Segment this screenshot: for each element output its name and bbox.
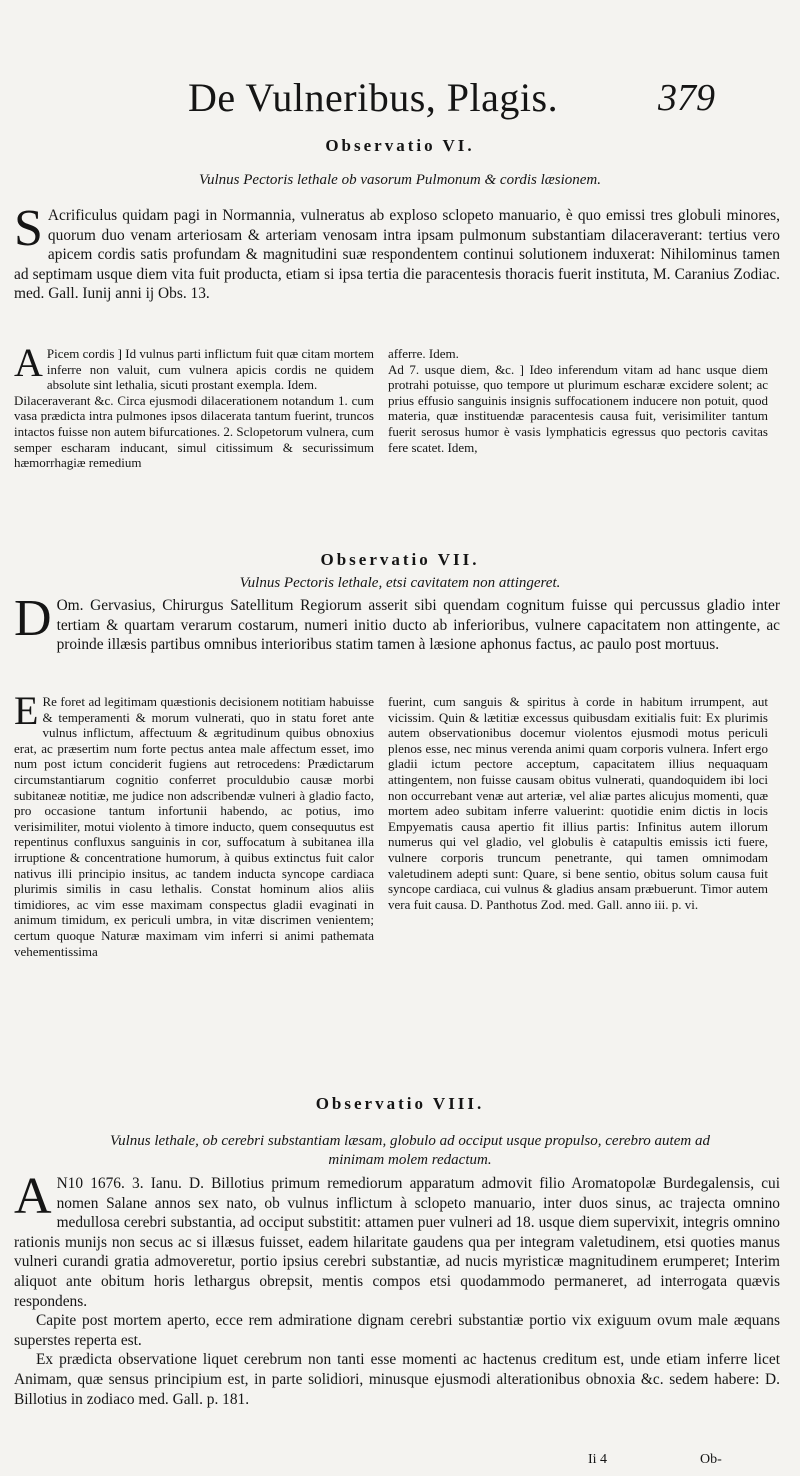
obs7-subtitle: Vulnus Pectoris lethale, etsi cavitatem non attingeret.: [239, 575, 561, 591]
signature-mark: Ii 4: [588, 1452, 608, 1467]
obs8-subtitle: Vulnus lethale, ob cerebri substantiam læsam, globulo ad occiput usque propulso, cerebro autem ad minimam molem redactum.: [110, 1133, 710, 1168]
obs7-scholia-dropcap: E: [14, 688, 39, 733]
obs7-dropcap: D: [14, 590, 52, 647]
obs6-scholia-right: [388, 346, 768, 455]
page-number: 379: [658, 77, 715, 119]
obs7-scholia-left-text: Re foret ad legitimam quæstionis decisionem notitiam habuisse & temperamenti & morum vulnerati, quo in statu foret ante vulnus inflictum, affectuum & ægritudinum quibus obnoxius erat, ac præsertim num forte pectus antea male affectum esset, imo num post ictum conciderit fugiens aut retrocedens: Prædictarum circumstantiarum cognitio conferret proculdubio causæ morbi subitaneæ notitiæ, me judice non adscribendæ vulneri à gladio facto, pro occasione tantum infortunii habendo, ac potius, imo verisimiliter, motui violento à timore inducto, quem consequutus est repentinus confluxus sanguinis in cor, suffocatum à subitanea illa irruptione & concentratione humorum, à quibus extinctus fuit calor nativus illi principio insitus, ac tandem inducta syncope cardiaca plurimis similis in casu lethalis. Constat hominum alios aliis timidiores, ac vim esse maximam conspectus gladii evaginati in animum timidum, ex periculi umbra, in vitæ discrimen venientem; certum quoque Naturæ maximam vim inferri si animi pathemata vehementissima: [14, 694, 374, 959]
obs6-heading: Observatio VI.: [325, 136, 475, 155]
obs7-scholia-left: [14, 688, 374, 959]
obs6-subtitle: Vulnus Pectoris lethale ob vasorum Pulmonum & cordis læsionem.: [198, 172, 602, 188]
catchword: Ob-: [700, 1452, 722, 1467]
obs6-scholia-left-text-2: Dilaceraverant &c. Circa ejusmodi dilacerationem notandum 1. cum vasa prædicta intra pulmones ipsos dilacerata tantum fuerint, truncos intactos fuisse non autem bifurcationes. 2. Sclopetorum vulnera, cum semper escharam inducant, simul citissimum & securissimum hæmorrhagiæ remedium: [14, 392, 374, 471]
obs6-scholia-right-text-2: Ad 7. usque diem, &c. ] Ideo inferendum vitam ad hanc usque diem protrahi potuisse, quo tempore ut plurimum escharæ excidere solent; ac prius effusio sanguinis insignis suffocationem inducere non potuit, quod materia, quæ instituendæ paracentesis causa fuit, verisimiliter tantum fuerit serosus humor è vasis lymphaticis egressus quo pectoris cavitas fere scatet. Idem,: [388, 361, 768, 455]
obs7-text: Om. Gervasius, Chirurgus Satellitum Regiorum asserit sibi quendam cognitum fuisse qui percussus gladio inter tertiam & quartam verarum costarum, numeri initio ducto ab inferioribus, vulnere capacitatem non attingente, ac proinde illæsis partibus omnibus interioribus statim tamen à læsione aphonus factus, ac paulo post mortuus.: [56, 597, 780, 654]
obs6-dropcap: S: [14, 200, 43, 257]
obs7-scholia-right-text: fuerint, cum sanguis & spiritus à corde in habitum irrumpent, aut vicissim. Quin & lætitiæ excessus quibusdam exitialis fuit: Ex plurimis autem observationibus docemur violentos ejusmodi motus periculi plenos esse, nec minus verenda animi quam corporis vulnera. Infert ergo gladii ictum pectore acceptum, capacitatem illius nequaquam attingentem, non fuisse causam obitus vulnerati, quandoquidem ibi loci non occurrebant venæ aut arteriæ, vel aliæ partes alicujus momenti, quæ mortem adeo subitam inferre valuerint: quotidie enim dictis in locis Empyematis causa apertio fit illius partis: Infinitus autem illorum numerus qui vel gladio, vel globulis è catapultis emissis icti fuere, vulnere corporis truncum penetrante, qui tamen omnimodam valetudinem adepti sunt: Quare, si bene sentio, obitus solum causa fuit syncope cardiaca, cui vulnus & gladius ansam præbuerunt. Timor autem vera fuit causa. D. Panthotus Zod. med. Gall. anno iii. p. vi.: [388, 694, 768, 912]
obs7-scholia-right: [388, 694, 768, 912]
obs8-text-2: Capite post mortem aperto, ecce rem admiratione dignam cerebri substantiæ portio vix exiguum ovum male æquans superstes reperta est.: [14, 1312, 780, 1349]
obs6-scholia-left-text: Picem cordis ] Id vulnus parti inflictum fuit quæ citam mortem inferre non valuit, cum vulnera apicis cordis ne quidem absolute sint lethalia, sicuti prostant exempla. Idem.: [46, 346, 374, 393]
obs6-main-text: [14, 200, 780, 304]
obs8-heading: Observatio VIII.: [315, 1094, 485, 1113]
running-head-title: De Vulneribus, Plagis.: [188, 75, 559, 120]
obs8-dropcap: A: [14, 1168, 52, 1225]
obs6-scholia-left: [14, 340, 374, 471]
obs6-scholia-dropcap: A: [14, 340, 43, 385]
obs7-heading: Observatio VII.: [320, 550, 480, 569]
obs6-text: Acrificulus quidam pagi in Normannia, vulneratus ab exploso sclopeto manuario, è quo emissi tres globuli minores, quorum duo venam arteriosam & arteriam venosam intra ipsam pulmonum substantiam dilaceraverant: tertius vero apicem cordis satis profundam & magnitudini suæ respondentem continui solutionem induxerat: Nihilominus tamen ad septimam usque diem vita fuit producta, etiam si ipsa tertia die paracentesis thoracis fuerit instituta, M. Caranius Zodiac. med. Gall. Iunij anni ij Obs. 13.: [14, 207, 780, 303]
obs8-text: N10 1676. 3. Ianu. D. Billotius primum remediorum apparatum admovit filio Aromatopolæ Burdegalensis, cui nomen Salane annos sex nato, ob vulnus inflictum à sclopeto manuario, inter duos sinus, ac trajecta omnino medullosa cerebri substantia, ad occiput substitit: attamen puer vulneri ad 18. usque diem supervixit, integris omnino rationis munijs non secus ac si illæsus fuisset, eadem hilaritate gaudens qua per integram valetudinem, etsi quoties manus vulneri curandi gratia admoveretur, portio ipsius cerebri substantiæ, ad nucis myristicæ magnitudinem erumperet; Interim aliquot ante obitum horis lethargus obrepsit, mentis compos etsi quodammodo permaneret, ad interrogata quævis respondens.: [14, 1175, 780, 1310]
obs8-main-text: [14, 1168, 780, 1409]
running-head: [0, 68, 800, 128]
obs8-text-3: Ex prædicta observatione liquet cerebrum non tanti esse momenti ac hactenus creditum est, unde etiam inferre licet Animam, quæ sensus principium est, in parte solidiori, minusque ejusmodi alterationibus obnoxia &c. sedem habere: D. Billotius in zodiaco med. Gall. p. 181.: [14, 1351, 780, 1408]
obs6-scholia-right-text: afferre. Idem.: [388, 346, 459, 361]
obs7-main-text: [14, 590, 780, 655]
